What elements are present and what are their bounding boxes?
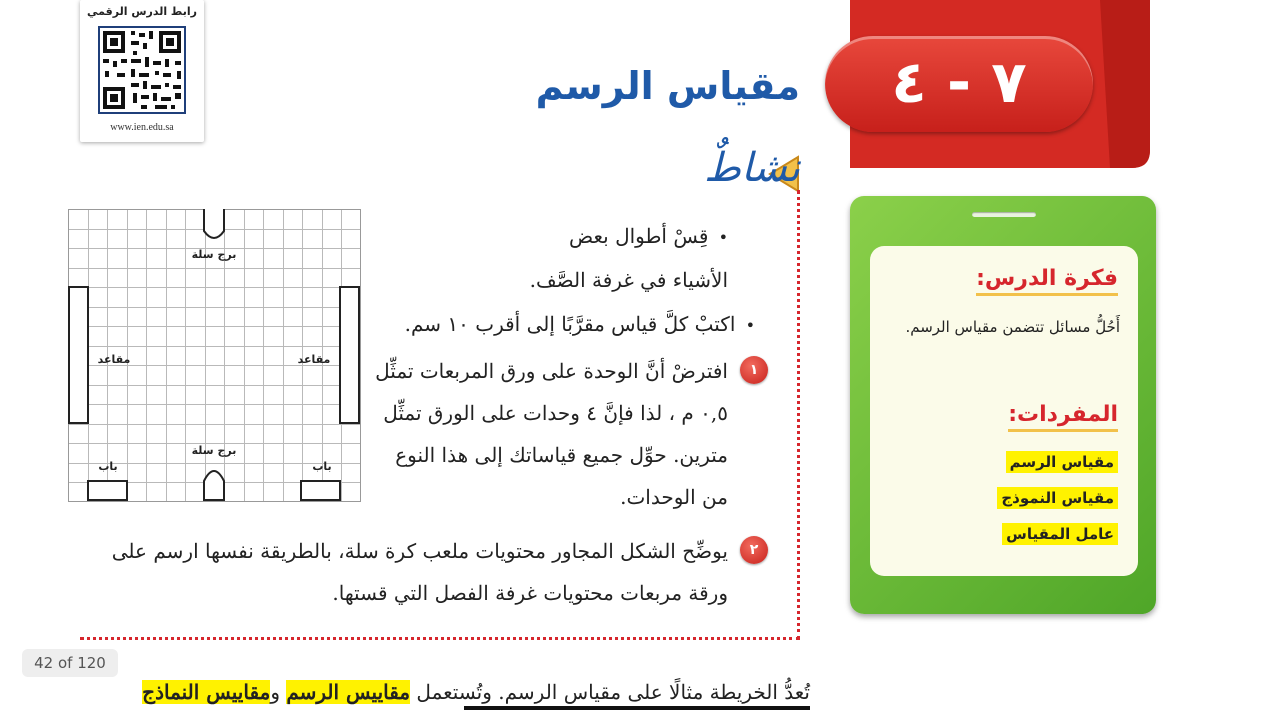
highlight-term[interactable]: مقاييس النماذج: [142, 680, 271, 704]
bench-left-label: مقاعد: [97, 353, 131, 366]
bullet-text: قِسْ أطوال بعض الأشياء في غرفة الصَّف.: [529, 224, 728, 292]
hoop-top-shape: [204, 209, 224, 238]
qr-url[interactable]: www.ien.edu.sa: [110, 122, 174, 133]
court-grid-figure: [68, 209, 361, 502]
activity-bullet: [528, 215, 728, 301]
vocabulary-heading: المفردات:: [1008, 402, 1118, 432]
bullet-dot-icon: •: [708, 228, 728, 247]
qr-caption: رابط الدرس الرقمي: [87, 5, 197, 18]
hoop-bottom-label: برج سلة: [191, 444, 237, 457]
lesson-title: مقياس الرسم: [535, 64, 800, 108]
hoop-bottom-shape: [204, 471, 224, 500]
lesson-idea-heading: فكرة الدرس:: [976, 266, 1118, 296]
hoop-top-label: برج سلة: [191, 248, 237, 261]
step-number-badge: ٢: [740, 536, 768, 564]
step-text: افترضْ أنَّ الوحدة على ورق المربعات تمثِّل ٠,٥ م ، لذا فإنَّ ٤ وحدات على الورق تمثِّل مترين. حوِّل جميع قياساتك إلى هذا النوع من الوحدات.: [375, 359, 728, 509]
activity-heading: نشاطٌ: [704, 145, 800, 191]
bench-right-label: مقاعد: [297, 353, 331, 366]
vocab-item[interactable]: مقياس النموذج: [997, 487, 1118, 509]
bottom-text: تُعدُّ الخريطة مثالًا على مقياس الرسم. وتُستعمل: [410, 680, 810, 704]
highlight-term[interactable]: مقاييس الرسم: [286, 680, 411, 704]
card-slot: [972, 212, 1036, 217]
lesson-idea-text: أَحُلُّ مسائل تتضمن مقياس الرسم.: [905, 318, 1120, 336]
vocab-item[interactable]: مقياس الرسم: [1006, 451, 1118, 473]
bullet-text: اكتبْ كلَّ قياس مقرَّبًا إلى أقرب ١٠ سم.: [404, 312, 736, 336]
strike-line: [464, 706, 810, 710]
bullet-dot-icon: •: [735, 316, 755, 335]
door-left-label: باب: [98, 460, 118, 473]
lesson-number-badge: ٧ - ٤: [825, 36, 1093, 132]
door-right-label: باب: [312, 460, 332, 473]
bottom-paragraph: [142, 680, 810, 704]
bench-right-shape: [340, 287, 359, 423]
step-number-badge: ١: [740, 356, 768, 384]
door-right-shape: [301, 481, 340, 500]
qr-card[interactable]: [80, 0, 204, 142]
bottom-text: و: [270, 680, 287, 704]
bench-left-shape: [69, 287, 88, 423]
vocab-item[interactable]: عامل المقياس: [1002, 523, 1118, 545]
door-left-shape: [88, 481, 127, 500]
page-indicator: 42 of 120: [22, 649, 118, 677]
step-text: يوضِّح الشكل المجاور محتويات ملعب كرة سلة، بالطريقة نفسها ارسم على ورقة مربعات محتويات غرفة الفصل التي قستها.: [111, 539, 728, 605]
activity-bullet: [335, 303, 755, 347]
qr-code-icon: [97, 25, 187, 115]
